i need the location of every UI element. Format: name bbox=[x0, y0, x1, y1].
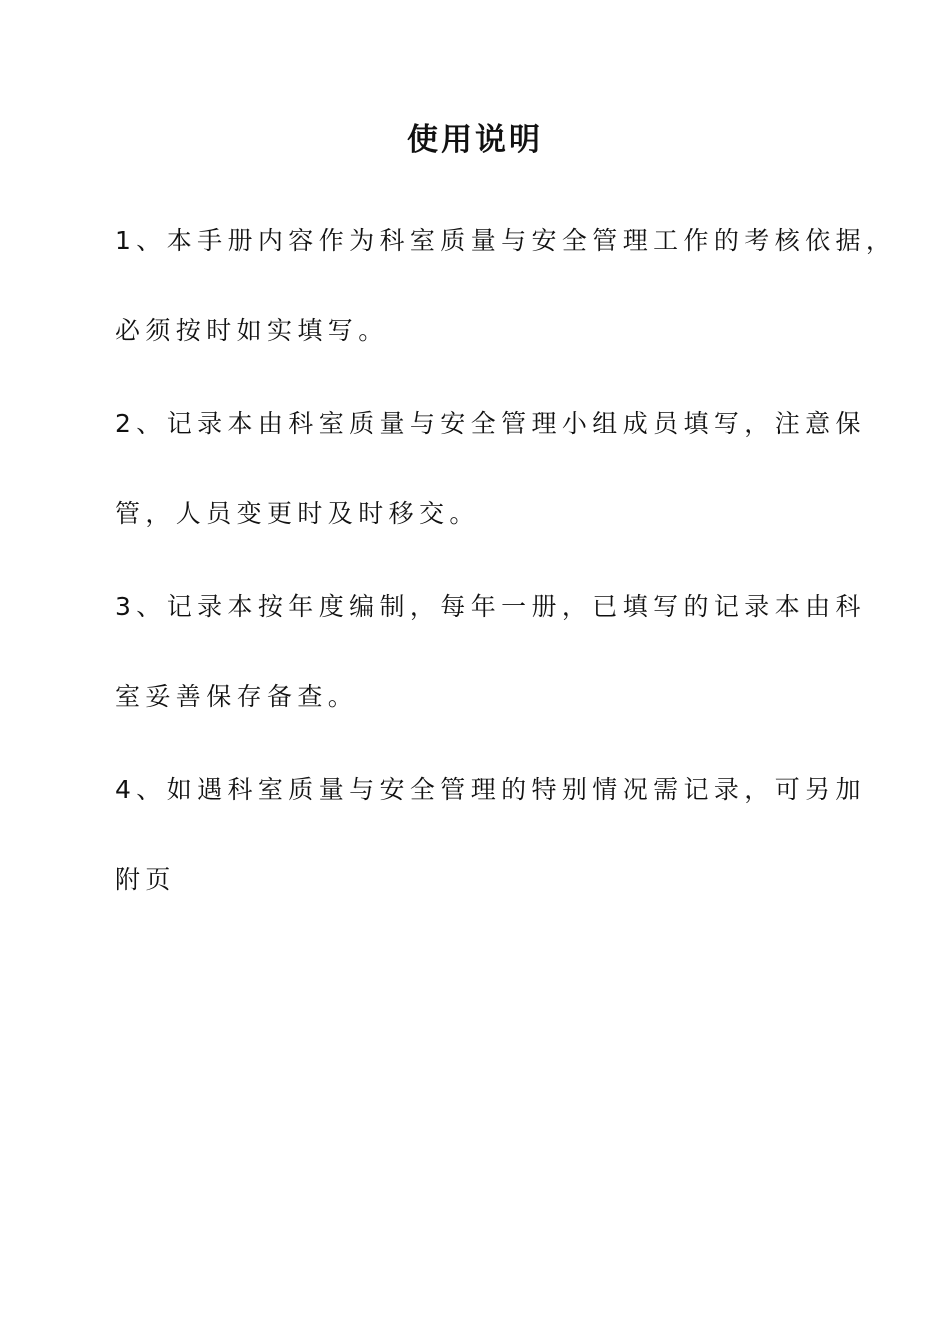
instruction-item-2-line-1: 2、记录本由科室质量与安全管理小组成员填写，注意保 bbox=[115, 409, 866, 438]
instruction-item-4 bbox=[115, 745, 866, 925]
page-title: 使用说明 bbox=[407, 122, 543, 158]
instruction-item-1-line-2: 必须按时如实填写。 bbox=[115, 316, 389, 345]
instruction-item-4-line-1: 4、如遇科室质量与安全管理的特别情况需记录，可另加 bbox=[115, 775, 866, 804]
instruction-item-1-line-1: 1、本手册内容作为科室质量与安全管理工作的考核依据， bbox=[115, 226, 897, 255]
instruction-item-4-line-2: 附页 bbox=[115, 865, 176, 894]
instruction-item-3-line-1: 3、记录本按年度编制，每年一册，已填写的记录本由科 bbox=[115, 592, 866, 621]
instructions-body bbox=[115, 217, 897, 928]
instruction-item-3 bbox=[115, 562, 866, 742]
instruction-item-3-line-2: 室妥善保存备查。 bbox=[115, 682, 359, 711]
instruction-item-1 bbox=[115, 196, 897, 376]
instruction-item-2-line-2: 管，人员变更时及时移交。 bbox=[115, 499, 480, 528]
instruction-item-2 bbox=[115, 379, 866, 559]
